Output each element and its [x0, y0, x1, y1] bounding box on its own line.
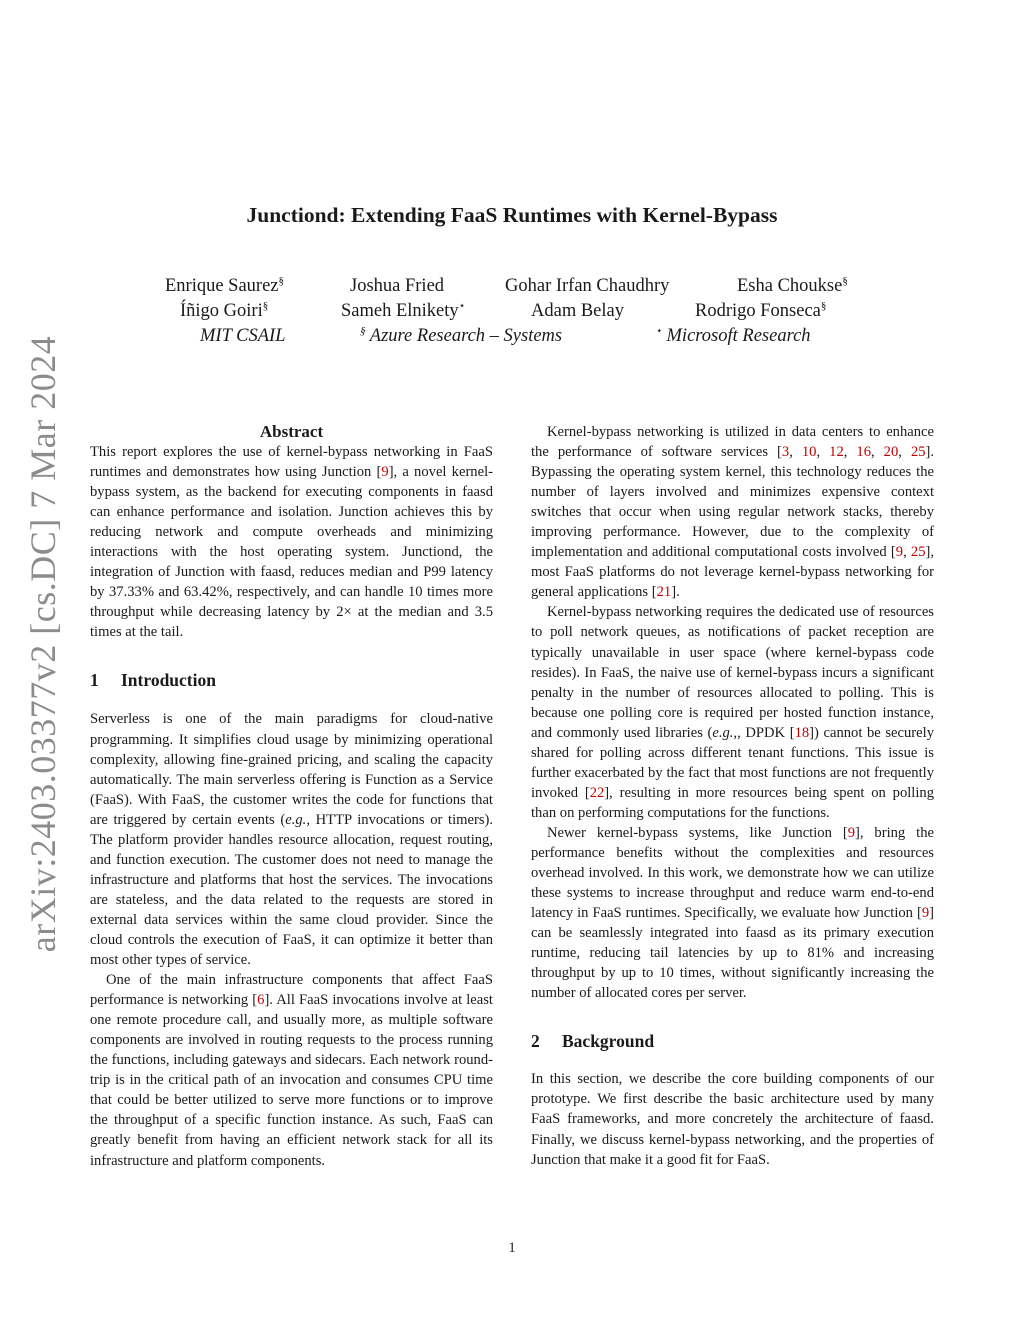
citation-link[interactable]: 10: [801, 444, 817, 461]
right-column: [531, 422, 934, 1170]
body-paragraph: Kernel-bypass networking requires the dedicated use of resources to poll network queues, as notifications of packet reception are typically unavailable in user space (where kernel-bypass code resides). In FaaS, the naive use of kernel-bypass incurs a significant penalty in the number of resources allocated to polling. This is because one polling core is required per hosted function instance, and commonly used libraries (e.g.,, DPDK [18]) cannot be securely shared for polling across different tenant functions. This issue is further exacerbated by the fact that most functions are not frequently invoked [22], resulting in more resources being spent on polling than on performing computations for the functions.: [531, 604, 934, 821]
arxiv-identifier: arXiv:2403.03377v2 [cs.DC] 7 Mar 2024: [23, 335, 63, 953]
affiliation: ⋆ Microsoft Research: [655, 325, 811, 346]
paper-title: Junctiond: Extending FaaS Runtimes with Kernel-Bypass: [246, 203, 778, 227]
citation-link[interactable]: 25: [910, 444, 926, 461]
citation-link[interactable]: 16: [856, 444, 871, 461]
body-paragraph: Newer kernel-bypass systems, like Junction [9], bring the performance benefits without the complexities and resources overhead involved. In this work, we demonstrate how we can utilize these systems to increase throughput and reduce warm end-to-end latency in FaaS runtimes. Specifically, we evaluate how Junction [9] can be seamlessly integrated into faasd as its primary execution runtime, reducing tail latencies by up to 81% and increasing throughput by up to 10 times, without significantly increasing the number of allocated cores per server.: [531, 824, 934, 1002]
left-column: [90, 422, 493, 1171]
author-name: Enrique Saurez§: [165, 275, 285, 296]
author-name: Adam Belay: [531, 301, 624, 321]
citation-link[interactable]: 12: [829, 444, 844, 461]
section-heading: 2 Background: [531, 1031, 655, 1052]
citation-link[interactable]: 21: [656, 584, 672, 601]
citation-link[interactable]: 6: [257, 992, 265, 1009]
body-paragraph: In this section, we describe the core building components of our prototype. We first describe the basic architecture used by many FaaS frameworks, and more concretely the architecture of faasd. Finally, we discuss kernel-bypass networking, and the properties of Junction that make it a good fit for FaaS.: [531, 1071, 934, 1168]
body-paragraph: Kernel-bypass networking is utilized in data centers to enhance the performance of software services [3, 10, 12, 16, 20, 25]. Bypassing the operating system kernel, this technology reduces the number of layers involved and minimizes expensive context switches that occur when using regular network stacks, thereby improving performance. However, due to the complexity of implementation and additional computational costs involved [9, 25], most FaaS platforms do not leverage kernel-bypass networking for general applications [21].: [531, 424, 935, 601]
section-heading: 1 Introduction: [90, 670, 216, 691]
affiliation: MIT CSAIL: [200, 326, 286, 346]
citation-link[interactable]: 3: [781, 444, 790, 461]
author-name: Esha Choukse§: [737, 275, 848, 296]
affiliation: § Azure Research – Systems: [360, 325, 563, 346]
citation-link[interactable]: 9: [921, 905, 930, 922]
author-name: Íñigo Goiri§: [180, 300, 269, 321]
body-paragraph: One of the main infrastructure components that affect FaaS performance is networking [6]. All FaaS invocations involve at least one remote procedure call, and usually more, as multiple software components are involved in routing requests to the process running the functions, including gateways and sidecars. Each network round-trip is in the critical path of an invocation and consumes CPU time that could be better utilized to serve more functions or to improve the throughput of a specific function instance. As such, FaaS can greatly benefit from having an efficient network stack for all its infrastructure and platform components.: [90, 972, 493, 1169]
citation-link[interactable]: 20: [883, 444, 899, 461]
author-name: Sameh Elnikety⋆: [341, 300, 466, 321]
citation-link[interactable]: 9: [895, 544, 904, 561]
body-paragraph: Serverless is one of the main paradigms for cloud-native programming. It simplifies cloud usage by minimizing operational complexity, allowing fine-grained pricing, and scaling the capacity automatically. The main serverless offering is Function as a Service (FaaS). With FaaS, the customer writes the code for functions that are triggered by certain events (e.g., HTTP invocations or timers). The platform provider handles resource allocation, request routing, and function execution. The customer does not need to manage the infrastructure and platforms that host the services. The invocations are stateless, and the data related to the requests are stored in external data services within the same cloud provider. Since the cloud controls the execution of FaaS, it can optimize it better than most other types of service.: [90, 711, 494, 969]
citation-link[interactable]: 18: [794, 724, 810, 741]
abstract-heading: Abstract: [259, 422, 324, 441]
author-name: Gohar Irfan Chaudhry: [505, 276, 670, 296]
citation-link[interactable]: 9: [381, 464, 389, 481]
author-name: Rodrigo Fonseca§: [695, 300, 827, 321]
citation-link[interactable]: 9: [847, 824, 855, 841]
author-name: Joshua Fried: [350, 276, 445, 296]
abstract-text: This report explores the use of kernel-bypass networking in FaaS runtimes and demonstrates how using Junction [9], a novel kernel-bypass system, as the backend for executing components in faasd can enhance performance and isolation. Junction achieves this by reducing network and compute overheads and minimizing interactions with the host operating system. Junctiond, the integration of Junction with faasd, reduces median and P99 latency by 37.33% and 63.42%, respectively, and can handle 10 times more throughput while decreasing latency by 2× at the median and 3.5 times at the tail.: [90, 444, 493, 641]
citation-link[interactable]: 25: [910, 544, 926, 561]
page-number: 1: [508, 1240, 516, 1256]
citation-link[interactable]: 22: [589, 784, 605, 801]
